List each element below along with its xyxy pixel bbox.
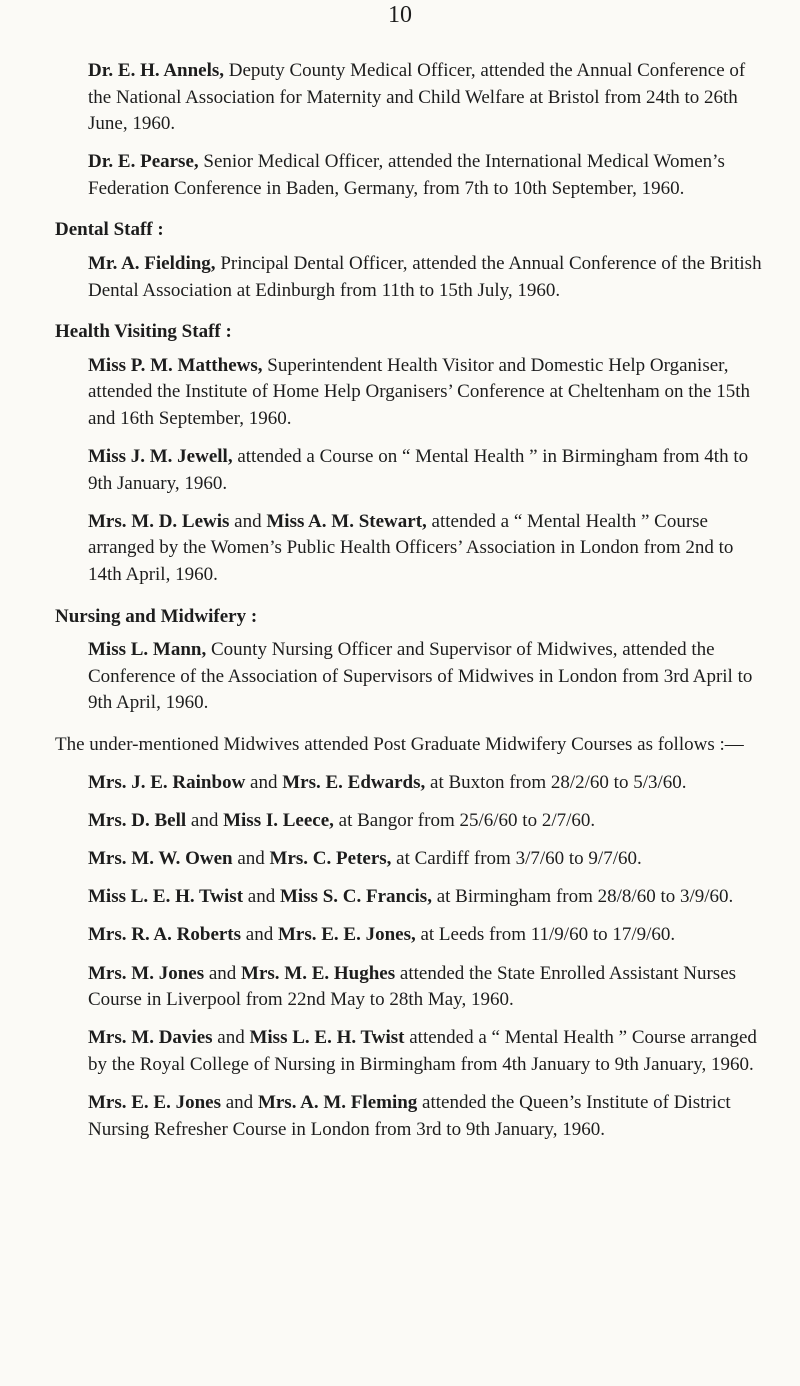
person-name: Mrs. M. E. Hughes bbox=[241, 962, 396, 984]
paragraph-text: Deputy County Medical Officer, attended the Annual Conference of the National Association for Maternity and Child Welfare at Bristol from 24th to 26th June, 1960. bbox=[88, 60, 746, 135]
paragraph-text: Principal Dental Officer, attended the Annual Conference of the British Dental Association at Edinburgh from 11th to 15th July, 1960. bbox=[88, 253, 762, 301]
section-heading-dental: Dental Staff : bbox=[55, 219, 164, 241]
conjunction: and bbox=[243, 886, 280, 908]
person-name: Mrs. E. E. Jones bbox=[88, 1091, 221, 1113]
paragraph-annels bbox=[88, 58, 767, 138]
person-name: Miss A. M. Stewart, bbox=[266, 510, 427, 532]
conjunction: and bbox=[186, 810, 224, 832]
person-name: Mrs. E. Edwards, bbox=[282, 772, 426, 794]
paragraph-text: attended a “ Mental Health ” Course arranged by the Royal College of Nursing in Birmingham from 4th January to 9th January, 1960. bbox=[88, 1027, 757, 1075]
paragraph-text: at Birmingham from 28/8/60 to 3/9/60. bbox=[431, 886, 734, 908]
midwife-entry bbox=[88, 1090, 767, 1143]
conjunction: and bbox=[229, 510, 267, 532]
person-name: Miss J. M. Jewell, bbox=[88, 446, 233, 468]
paragraph-jewell bbox=[88, 444, 767, 497]
person-name: Mrs. M. W. Owen bbox=[88, 848, 233, 870]
page-content bbox=[55, 58, 767, 1155]
person-name: Miss I. Leece, bbox=[223, 810, 334, 832]
person-name: Miss L. Mann, bbox=[88, 639, 207, 661]
paragraph-text: Senior Medical Officer, attended the International Medical Women’s Federation Conference in Baden, Germany, from 7th to 10th September, 1960. bbox=[88, 151, 725, 199]
conjunction: and bbox=[245, 772, 283, 794]
person-name: Mrs. E. E. Jones, bbox=[277, 924, 416, 946]
paragraph-text: Superintendent Health Visitor and Domestic Help Organiser, attended the Institute of Home Help Organisers’ Conference at Cheltenham on the 15th and 16th September, 1960. bbox=[88, 354, 750, 430]
midwife-entry bbox=[88, 1025, 767, 1078]
person-name: Mrs. D. Bell bbox=[88, 810, 187, 832]
conjunction: and bbox=[221, 1091, 258, 1113]
paragraph-text: attended the State Enrolled Assistant Nurses Course in Liverpool from 22nd May to 28th May, 1960. bbox=[88, 962, 737, 1011]
paragraph-mann bbox=[88, 637, 767, 717]
paragraph-text: at Cardiff from 3/7/60 to 9/7/60. bbox=[391, 848, 642, 870]
paragraph-text: County Nursing Officer and Supervisor of Midwives, attended the Conference of the Association of Supervisors of Midwives in London from 3rd April to 9th April, 1960. bbox=[88, 639, 753, 714]
midwife-entry bbox=[88, 808, 767, 835]
person-name: Miss S. C. Francis, bbox=[279, 886, 432, 908]
person-name: Mrs. M. Davies bbox=[88, 1027, 213, 1049]
person-name: Mrs. C. Peters, bbox=[269, 848, 392, 870]
midwife-entry bbox=[88, 961, 767, 1014]
paragraph-lewis-stewart bbox=[88, 509, 767, 589]
midwives-intro: The under-mentioned Midwives attended Post Graduate Midwifery Courses as follows :— bbox=[55, 733, 744, 755]
paragraph-text: attended the Queen’s Institute of District Nursing Refresher Course in London from 3rd to 9th January, 1960. bbox=[88, 1091, 731, 1140]
conjunction: and bbox=[241, 924, 278, 946]
section-heading-health-visiting: Health Visiting Staff : bbox=[55, 321, 232, 343]
conjunction: and bbox=[204, 962, 242, 984]
paragraph-text: attended a Course on “ Mental Health ” in Birmingham from 4th to 9th January, 1960. bbox=[88, 446, 749, 494]
person-name: Mrs. M. D. Lewis bbox=[88, 510, 230, 532]
conjunction: and bbox=[212, 1027, 250, 1049]
person-name: Mrs. A. M. Fleming bbox=[257, 1091, 418, 1113]
midwife-entry bbox=[88, 922, 767, 949]
midwife-entry bbox=[88, 846, 767, 873]
conjunction: and bbox=[232, 848, 270, 870]
person-name: Dr. E. Pearse, bbox=[88, 151, 199, 173]
midwife-entry bbox=[88, 884, 767, 911]
person-name: Mrs. M. Jones bbox=[88, 962, 205, 984]
section-heading-nursing: Nursing and Midwifery : bbox=[55, 605, 258, 627]
midwife-entry bbox=[88, 770, 767, 797]
paragraph-text: attended a “ Mental Health ” Course arranged by the Women’s Public Health Officers’ Association in London from 2nd to 14th April, 1960. bbox=[88, 510, 734, 585]
paragraph-fielding bbox=[88, 251, 767, 304]
person-name: Miss P. M. Matthews, bbox=[88, 354, 263, 376]
page-number: 10 bbox=[388, 2, 412, 28]
person-name: Dr. E. H. Annels, bbox=[88, 60, 225, 81]
person-name: Miss L. E. H. Twist bbox=[88, 886, 244, 908]
person-name: Mrs. J. E. Rainbow bbox=[88, 772, 246, 794]
person-name: Mr. A. Fielding, bbox=[88, 253, 216, 275]
paragraph-pearse bbox=[88, 149, 767, 202]
paragraph-text: at Leeds from 11/9/60 to 17/9/60. bbox=[415, 924, 676, 946]
person-name: Miss L. E. H. Twist bbox=[249, 1027, 405, 1049]
paragraph-matthews bbox=[88, 353, 767, 433]
person-name: Mrs. R. A. Roberts bbox=[88, 924, 242, 946]
paragraph-text: at Buxton from 28/2/60 to 5/3/60. bbox=[425, 772, 687, 794]
paragraph-text: at Bangor from 25/6/60 to 2/7/60. bbox=[333, 810, 596, 832]
